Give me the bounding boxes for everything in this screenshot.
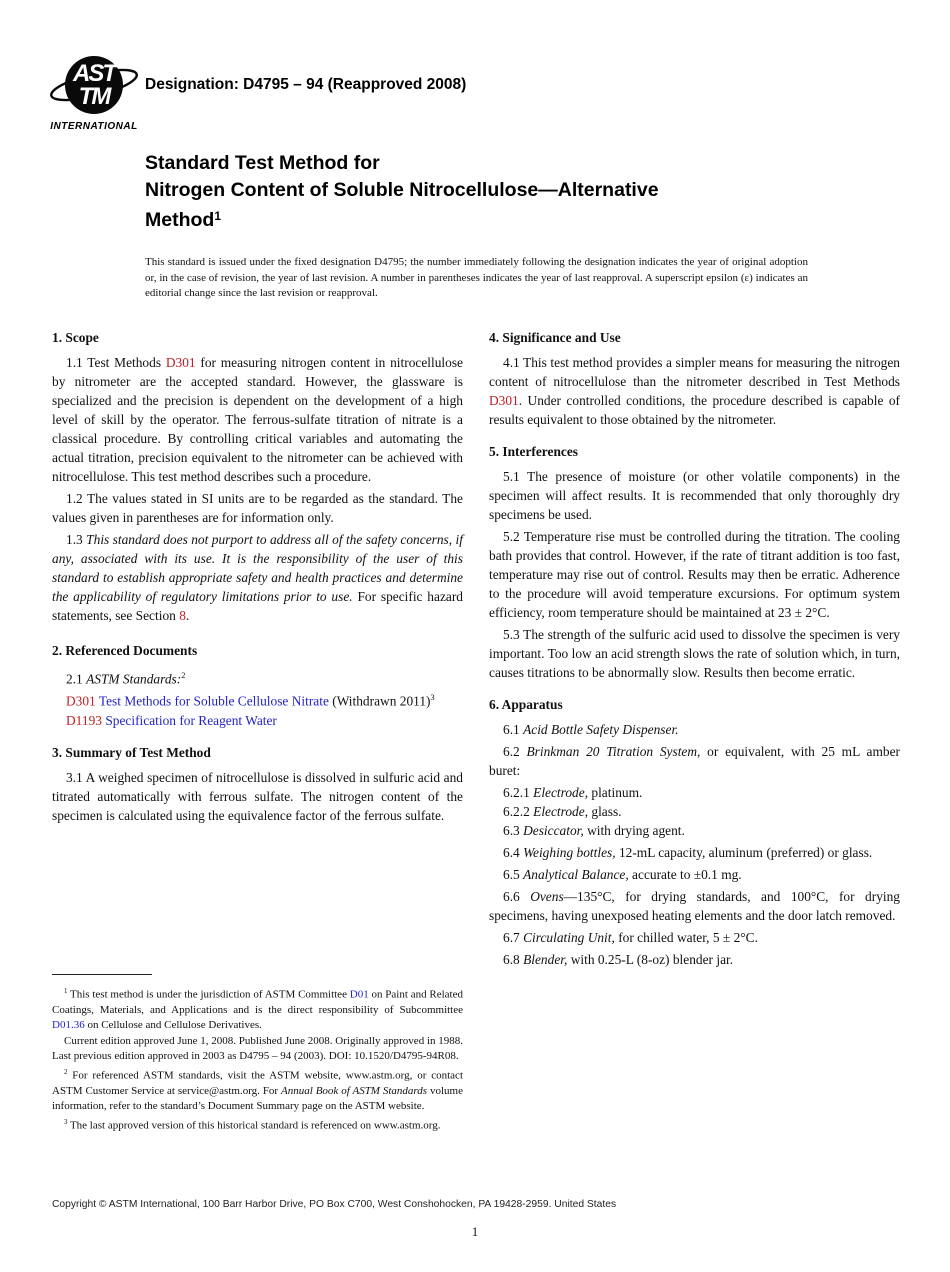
text-run: Current edition approved June 1, 2008. Published June 2008. Originally approved in 1988. Last previous edition approved in 2003 as D4795 – 94 (2003). DOI: 10.1520/D4795-94R08. xyxy=(52,1034,463,1063)
text-run: Ovens xyxy=(530,889,564,904)
section-6-heading: 6. Apparatus xyxy=(489,697,563,712)
text-run: 5.3 The strength of the sulfuric acid used to dissolve the specimen is very important. Too low an acid strength slows the rate of solution which, in turn, causes titrations to be abnormally slow. Results then become erratic. xyxy=(489,627,900,680)
text-run: Brinkman 20 Titration System, xyxy=(526,744,701,759)
footnote-3 xyxy=(52,1115,463,1134)
paragraph-6-2-1 xyxy=(489,783,900,802)
text-run: on Cellulose and Cellulose Derivatives. xyxy=(84,1019,262,1032)
paragraph-5-2 xyxy=(489,527,900,622)
title-line-2: Nitrogen Content of Soluble Nitrocellulose—Alternative xyxy=(145,178,659,201)
footnote-1-edition xyxy=(52,1034,463,1065)
paragraph-6-3 xyxy=(489,821,900,840)
paragraph-6-8 xyxy=(489,950,900,969)
text-run: (Withdrawn 2011) xyxy=(328,693,431,709)
document-title-link[interactable]: Test Methods for Soluble Cellulose Nitrate xyxy=(98,693,329,709)
title-line-1: Standard Test Method for xyxy=(145,152,380,174)
document-title-link[interactable]: D01.36 xyxy=(52,1019,85,1032)
text-run: Annual Book of ASTM Standards xyxy=(281,1084,428,1097)
text-run: . Under controlled conditions, the procedure described is capable of results equivalent to those obtained by the nitrometer. xyxy=(489,393,900,427)
footnotes-block xyxy=(52,974,463,1134)
paragraph-4-1 xyxy=(489,353,900,429)
text-run: 3.1 A weighed specimen of nitrocellulose is dissolved in sulfuric acid and titrated automatically with ferrous sulfate. The nitrogen content of the specimen is calculated using the equivalence factor of the ferrous sulfate. xyxy=(52,769,463,823)
section-3-heading: 3. Summary of Test Method xyxy=(52,744,211,760)
paragraph-6-4 xyxy=(489,843,900,862)
section-5-heading: 5. Interferences xyxy=(489,444,578,459)
standard-ref-link[interactable]: D301 xyxy=(489,393,519,408)
text-run: Weighing bottles, xyxy=(523,845,616,860)
text-run: 6.5 xyxy=(503,867,524,882)
text-run: 6.2.1 xyxy=(503,785,534,800)
text-run: Blender, xyxy=(523,952,568,967)
footnote-ref: 2 xyxy=(64,1068,68,1076)
text-run: —135°C, for drying standards, and 100°C, for drying specimens, having unexposed heating elements and the door latch removed. xyxy=(489,889,900,923)
paragraph-1-2 xyxy=(52,489,463,527)
text-run: or equivalent, with 25 mL amber buret: xyxy=(489,744,900,778)
text-run: Electrode, xyxy=(533,804,589,819)
footnote-ref: 3 xyxy=(430,693,435,703)
text-run: Acid Bottle Safety Dispenser. xyxy=(523,722,679,737)
text-run: The last approved version of this historical standard is referenced on www.astm.org. xyxy=(67,1119,441,1132)
designation-text: Designation: D4795 – 94 (Reapproved 2008) xyxy=(145,76,467,93)
paragraph-6-2-2 xyxy=(489,802,900,821)
text-run: ASTM Standards: xyxy=(86,671,182,687)
text-run: . xyxy=(185,608,190,623)
document-title-link[interactable]: D01 xyxy=(349,988,369,1001)
title-footnote-ref: 1 xyxy=(214,209,222,223)
astm-logo xyxy=(48,54,140,132)
text-run: accurate to ±0.1 mg. xyxy=(628,867,742,882)
text-run: 5.1 The presence of moisture (or other volatile components) in the specimen will affect results. It is recommended that only thoroughly dry specimens be used. xyxy=(489,469,900,522)
standard-ref-link[interactable]: 8 xyxy=(179,608,186,623)
text-run: with drying agent. xyxy=(583,823,685,838)
text-run: 1.2 The values stated in SI units are to be regarded as the standard. The values given in parentheses are for information only. xyxy=(52,491,463,525)
astm-globe-icon xyxy=(48,54,140,120)
section-4-heading: 4. Significance and Use xyxy=(489,330,621,345)
text-run: for chilled water, 5 ± 2°C. xyxy=(614,930,758,945)
section-1-heading: 1. Scope xyxy=(52,330,99,345)
paragraph-6-7 xyxy=(489,928,900,947)
title-line-3-text: Method xyxy=(145,209,215,231)
right-column xyxy=(489,326,900,1134)
footnote-2 xyxy=(52,1065,463,1115)
referenced-document-item xyxy=(66,688,463,710)
paragraph-5-3 xyxy=(489,625,900,682)
text-run: 2.1 xyxy=(66,671,87,687)
text-run: 6.3 xyxy=(503,823,524,838)
paragraph-1-1 xyxy=(52,353,463,486)
text-run: for measuring nitrogen content in nitrocellulose by nitrometer are the accepted standard. However, the glassware is specialized and the precision is dependent on the development of a high level of skill by the operator. The ferrous-sulfate titration of nitrate is a classical procedure. By controlling critical variables and automating the actual titration, precision equivalent to the nitrometer can be achieved with nitrocellulose. This test method describes such a procedure. xyxy=(52,355,463,484)
paragraph-2-1 xyxy=(52,666,463,688)
text-run: This test method is under the jurisdiction of ASTM Committee xyxy=(67,988,350,1001)
text-run: 6.2 xyxy=(503,744,527,759)
svg-text:AST: AST xyxy=(73,60,115,87)
text-run: 4.1 This test method provides a simpler means for measuring the nitrogen content of nitrocellulose than the nitrometer described in Test Methods xyxy=(489,355,900,389)
copyright-text: Copyright © ASTM International, 100 Barr Harbor Drive, PO Box C700, West Conshohocken, PA 19428-2959. United States xyxy=(52,1199,617,1210)
paragraph-1-3 xyxy=(52,530,463,625)
text-run: 6.1 xyxy=(503,722,524,737)
text-run: 6.8 xyxy=(503,952,524,967)
paragraph-6-2 xyxy=(489,742,900,780)
text-run: Circulating Unit, xyxy=(523,930,615,945)
text-run: on Paint and Related Coatings, Materials, and Applications and is the direct responsibility of Subcommittee xyxy=(52,988,463,1016)
text-run: with 0.25-L (8-oz) blender jar. xyxy=(567,952,734,967)
document-title-link[interactable]: Specification for Reagent Water xyxy=(105,712,277,728)
text-run: platinum. xyxy=(588,785,643,800)
text-run: 12-mL capacity, aluminum (preferred) or glass. xyxy=(615,845,873,860)
text-run: 6.4 xyxy=(503,845,524,860)
text-run: For referenced ASTM standards, visit the ASTM website, www.astm.org, or contact ASTM Customer Service at service@astm.org. For xyxy=(52,1069,463,1097)
standard-ref-link[interactable]: D301 xyxy=(66,693,96,709)
page-number: 1 xyxy=(471,1225,479,1239)
footnote-ref: 3 xyxy=(64,1118,68,1126)
paragraph-6-5 xyxy=(489,865,900,884)
left-column xyxy=(52,326,463,1134)
text-run: glass. xyxy=(588,804,622,819)
paragraph-3-1 xyxy=(52,768,463,825)
body-columns xyxy=(52,326,900,1134)
text-run: This standard does not purport to address all of the safety concerns, if any, associated with its use. It is the responsibility of the user of this standard to establish appropriate safety and health practices and determine the applicability of regulatory limitations prior to use. xyxy=(52,532,463,604)
title-line-3 xyxy=(145,203,825,234)
text-run: 1.3 xyxy=(66,532,87,547)
paragraph-6-6 xyxy=(489,887,900,925)
text-run: 5.2 Temperature rise must be controlled during the titration. The cooling bath provides that control. However, if the rate of titrant addition is too fast, temperature may rise out of control. Results may then be erratic. Adherence to the procedure will avoid temperature excursions. For optimum system efficiency, room temperature should be maintained at 23 ± 2°C. xyxy=(489,529,900,620)
standard-ref-link[interactable]: D1193 xyxy=(66,712,102,728)
page-title xyxy=(145,150,825,234)
text-run: Electrode, xyxy=(533,785,589,800)
paragraph-5-1 xyxy=(489,467,900,524)
text-run: 1.1 Test Methods xyxy=(66,355,166,370)
referenced-document-item xyxy=(66,711,463,730)
astm-logo-subtitle: INTERNATIONAL xyxy=(50,121,138,132)
text-run: Analytical Balance, xyxy=(523,867,629,882)
text-run: Desiccator, xyxy=(523,823,584,838)
footnote-ref: 1 xyxy=(64,987,68,995)
footnote-separator xyxy=(52,974,152,975)
text-run: 6.6 xyxy=(503,889,531,904)
text-run: For specific hazard statements, see Section xyxy=(52,589,463,623)
footnote-ref: 2 xyxy=(181,671,186,680)
paragraph-6-1 xyxy=(489,720,900,739)
section-2-heading: 2. Referenced Documents xyxy=(52,643,198,658)
text-run: 6.2.2 xyxy=(503,804,534,819)
text-run: 6.7 xyxy=(503,930,524,945)
preamble-text: This standard is issued under the fixed designation D4795; the number immediately following the designation indicates the year of original adoption or, in the case of revision, the year of last revision. A number in parentheses indicates the year of last reapproval. A superscript epsilon (ε) indicates an editorial change since the last revision or reapproval. xyxy=(145,256,808,299)
text-run: volume information, refer to the standard’s Document Summary page on the ASTM website. xyxy=(52,1084,463,1113)
svg-text:TM: TM xyxy=(78,83,110,110)
footnote-1 xyxy=(52,984,463,1034)
standard-ref-link[interactable]: D301 xyxy=(165,355,196,370)
